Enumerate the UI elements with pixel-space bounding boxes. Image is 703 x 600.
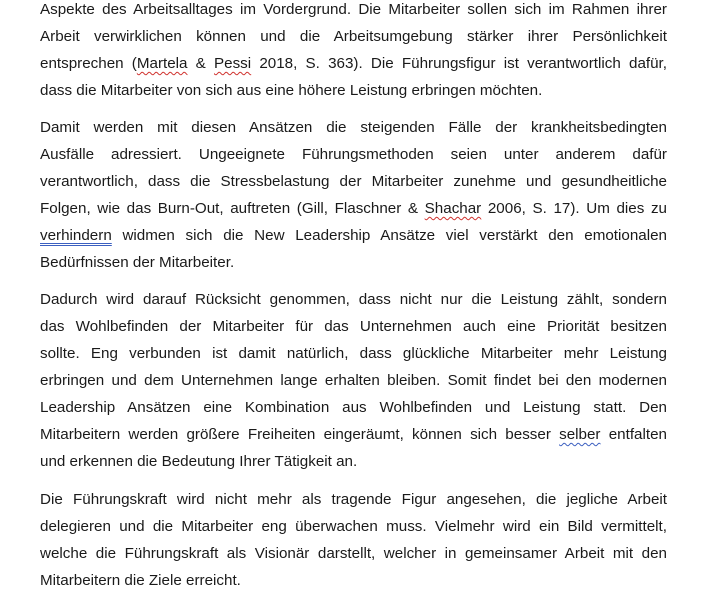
grammar-flag-verhindern[interactable]: verhindern xyxy=(40,227,112,244)
paragraph-4-line-1: Die Führungskraft wird nicht mehr als tragende Figur angesehen, die jegliche Arbeit xyxy=(40,491,667,508)
paragraph-2-line-5 xyxy=(40,222,667,249)
text-run: Folgen, wie das Burn-Out, auftreten (Gill, Flaschner & xyxy=(40,200,425,217)
paragraph-3-line-2: das Wohlbefinden der Mitarbeiter für das Unternehmen auch eine Priorität besitzen xyxy=(40,318,667,335)
paragraph-1-line-1: Aspekte des Arbeitsalltages im Vordergrund. Die Mitarbeiter sollen sich im Rahmen ihrer xyxy=(40,1,667,18)
paragraph-1-line-3 xyxy=(40,50,667,77)
paragraph-2-line-1: Damit werden mit diesen Ansätzen die steigenden Fälle der krankheitsbedingten xyxy=(40,119,667,136)
paragraph-3-line-1: Dadurch wird darauf Rücksicht genommen, dass nicht nur die Leistung zählt, sondern xyxy=(40,291,667,308)
text-run: 2006, S. 17). Um dies zu xyxy=(481,200,667,217)
paragraph-3-line-7: und erkennen die Bedeutung Ihrer Tätigkeit an. xyxy=(40,453,358,470)
paragraph-1-line-4: dass die Mitarbeiter von sich aus eine höhere Leistung erbringen möchten. xyxy=(40,82,543,99)
paragraph-3-line-5: Leadership Ansätzen eine Kombination aus Wohlbefinden und Leistung statt. Den xyxy=(40,399,667,416)
paragraph-2-line-3: verantwortlich, dass die Stressbelastung der Mitarbeiter zunehme und gesundheitliche xyxy=(40,173,667,190)
paragraph-1-line-2: Arbeit verwirklichen können und die Arbeitsumgebung stärker ihrer Persönlichkeit xyxy=(40,28,667,45)
spelling-flag-shachar[interactable]: Shachar xyxy=(424,200,482,217)
text-run: Mitarbeitern werden größere Freiheiten eingeräumt, können sich besser xyxy=(40,426,560,443)
text-run: & xyxy=(187,55,215,72)
text-run: widmen sich die New Leadership Ansätze viel verstärkt den emotionalen xyxy=(111,227,667,244)
paragraph-3-line-4: erbringen und dem Unternehmen lange erhalten bleiben. Somit findet bei den modernen xyxy=(40,372,667,389)
paragraph-2-line-2: Ausfälle adressiert. Ungeeignete Führungsmethoden seien unter anderem dafür xyxy=(40,146,667,163)
paragraph-2-line-6: Bedürfnissen der Mitarbeiter. xyxy=(40,254,235,271)
text-run: entsprechen ( xyxy=(40,55,137,72)
spelling-flag-martela[interactable]: Martela xyxy=(136,55,188,72)
text-run: entfalten xyxy=(600,426,667,443)
paragraph-4-line-4: Mitarbeitern die Ziele erreicht. xyxy=(40,572,241,589)
paragraph-2-line-4 xyxy=(40,195,667,222)
text-run: 2018, S. 363). Die Führungsfigur ist verantwortlich dafür, xyxy=(251,55,667,72)
grammar-flag-selber[interactable]: selber xyxy=(559,426,601,443)
paragraph-3-line-3: sollte. Eng verbunden ist damit natürlich, dass glückliche Mitarbeiter mehr Leistung xyxy=(40,345,667,362)
spelling-flag-pessi[interactable]: Pessi xyxy=(214,55,252,72)
paragraph-3-line-6 xyxy=(40,421,667,448)
paragraph-4-line-2: delegieren und die Mitarbeiter eng überwachen muss. Vielmehr wird ein Bild vermittelt, xyxy=(40,518,667,535)
paragraph-4-line-3: welche die Führungskraft als Visionär darstellt, welcher in gemeinsamer Arbeit mit den xyxy=(40,545,667,562)
